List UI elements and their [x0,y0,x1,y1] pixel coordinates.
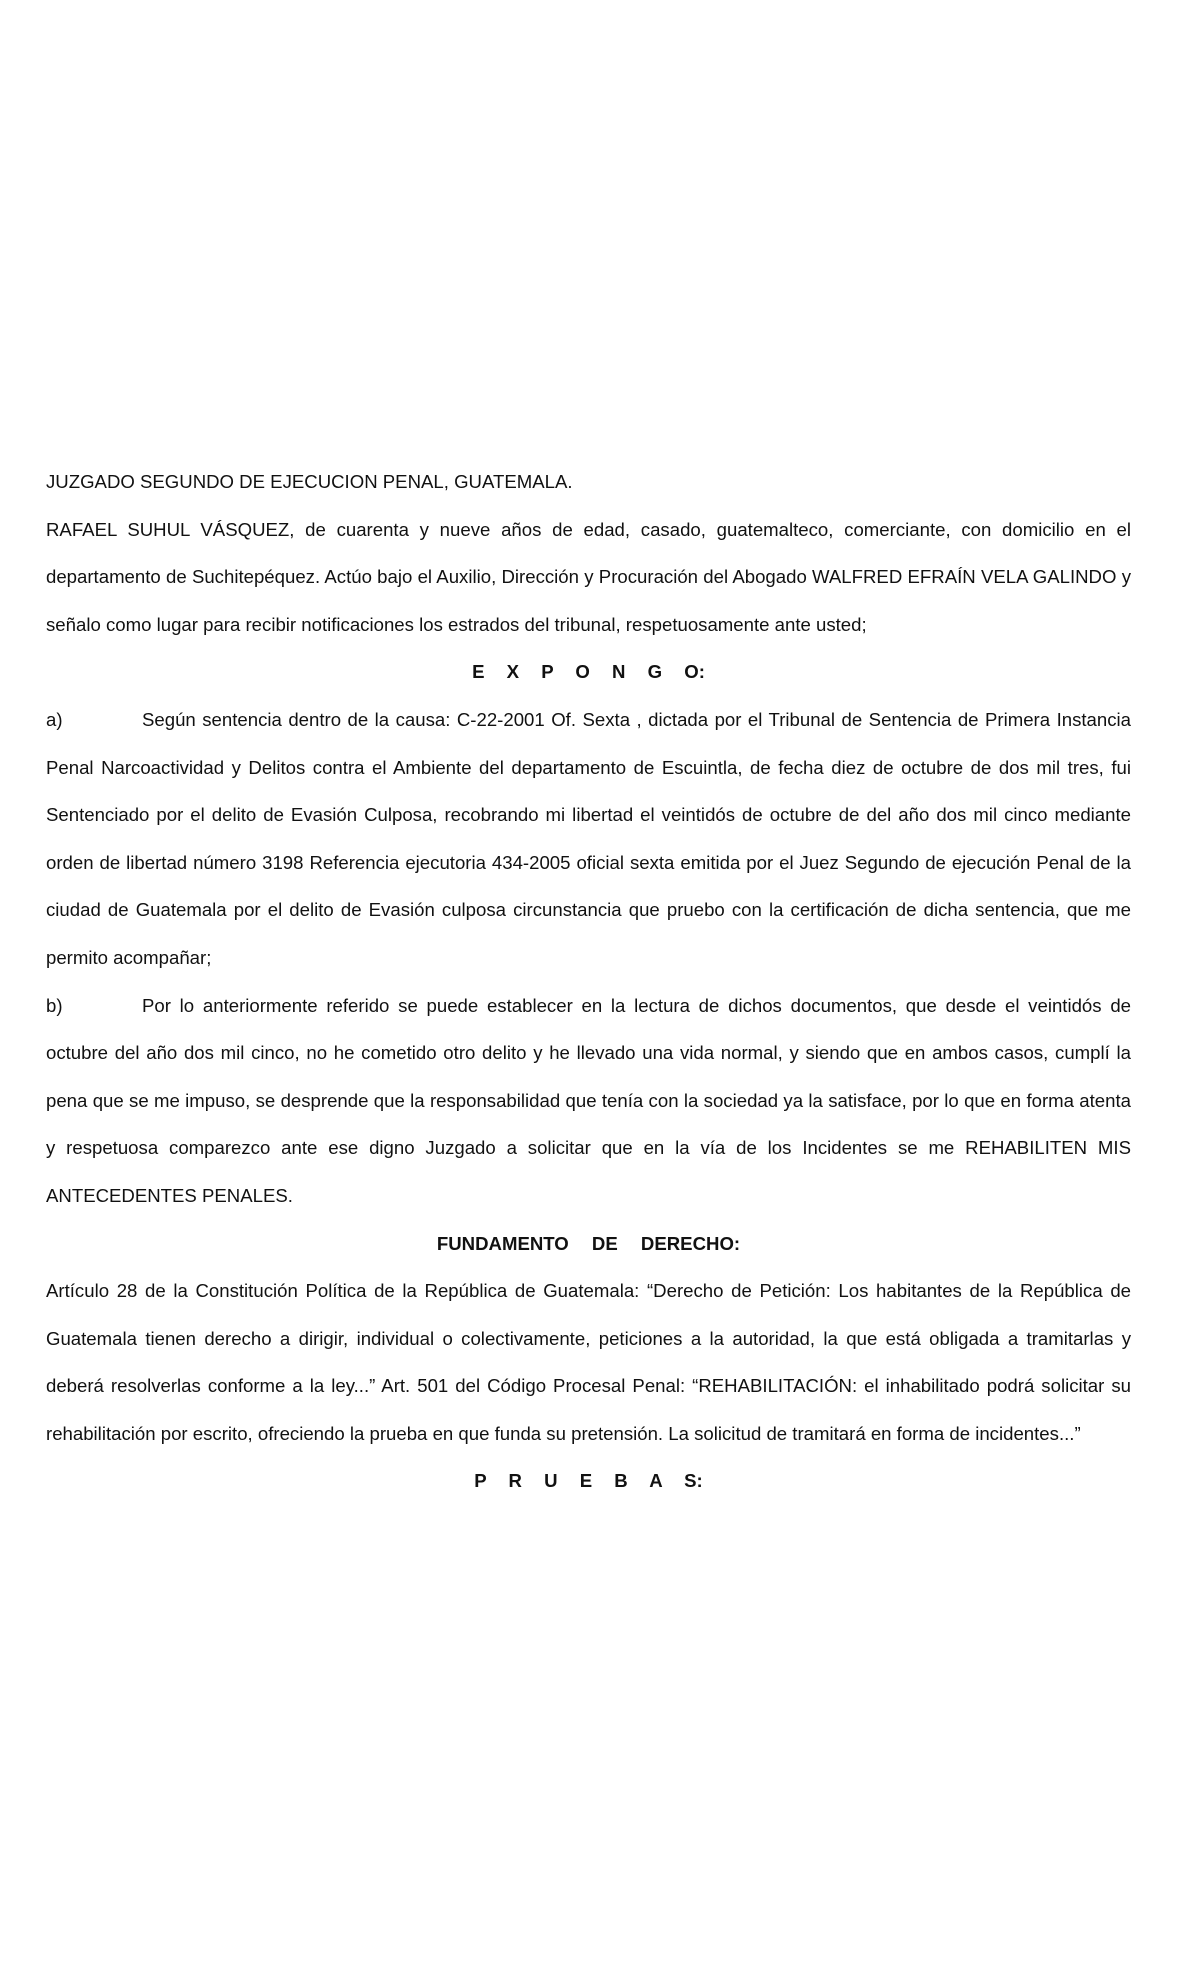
intro-paragraph: RAFAEL SUHUL VÁSQUEZ, de cuarenta y nueve años de edad, casado, guatemalteco, comerciante, con domicilio en el departamento de Suchitepéquez. Actúo bajo el Auxilio, Dirección y Procuración del Abogado WALFRED EFRAÍN VELA GALINDO y señalo como lugar para recibir notificaciones los estrados del tribunal, respetuosamente ante usted; [46,518,1131,635]
document-body [46,458,1131,1505]
list-item-text: Por lo anteriormente referido se puede establecer en la lectura de dichos documentos, que desde el veintidós de octubre del año dos mil cinco, no he cometido otro delito y he llevado una vida normal, y siendo que en ambos casos, cumplí la pena que se me impuso, se desprende que la responsabilidad que tenía con la sociedad ya la satisface, por lo que en forma atenta y respetuosa comparezco ante ese digno Juzgado a solicitar que en la vía de los Incidentes se me REHABILITEN MIS ANTECEDENTES PENALES. [46,994,1131,1206]
list-item-a [46,696,1131,982]
list-item-b [46,982,1131,1220]
section-heading-expongo: E X P O N G O: [472,661,705,683]
list-item-letter: b) [46,994,63,1016]
section-heading-fundamento: FUNDAMENTO DE DERECHO: [436,1232,741,1254]
section-heading-pruebas: P R U E B A S: [474,1470,703,1492]
list-item-text: Según sentencia dentro de la causa: C-22-2001 Of. Sexta , dictada por el Tribunal de Sentencia de Primera Instancia Penal Narcoactividad y Delitos contra el Ambiente del departamento de Escuintla, de fecha diez de octubre de dos mil tres, fui Sentenciado por el delito de Evasión Culposa, recobrando mi libertad el veintidós de octubre de del año dos mil cinco mediante orden de libertad número 3198 Referencia ejecutoria 434-2005 oficial sexta emitida por el Juez Segundo de ejecución Penal de la ciudad de Guatemala por el delito de Evasión culposa circunstancia que pruebo con la certificación de dicha sentencia, que me permito acompañar; [46,708,1131,968]
court-heading: JUZGADO SEGUNDO DE EJECUCION PENAL, GUATEMALA. [46,471,573,492]
fundamento-paragraph: Artículo 28 de la Constitución Política de la República de Guatemala: “Derecho de Petición: Los habitantes de la República de Guatemala tienen derecho a dirigir, individual o colectivamente, peticiones a la autoridad, la que está obligada a tramitarlas y deberá resolverlas conforme a la ley...” Art. 501 del Código Procesal Penal: “REHABILITACIÓN: el inhabilitado podrá solicitar su rehabilitación por escrito, ofreciendo la prueba en que funda su pretensión. La solicitud de tramitará en forma de incidentes...” [46,1280,1131,1444]
list-item-letter: a) [46,708,63,730]
